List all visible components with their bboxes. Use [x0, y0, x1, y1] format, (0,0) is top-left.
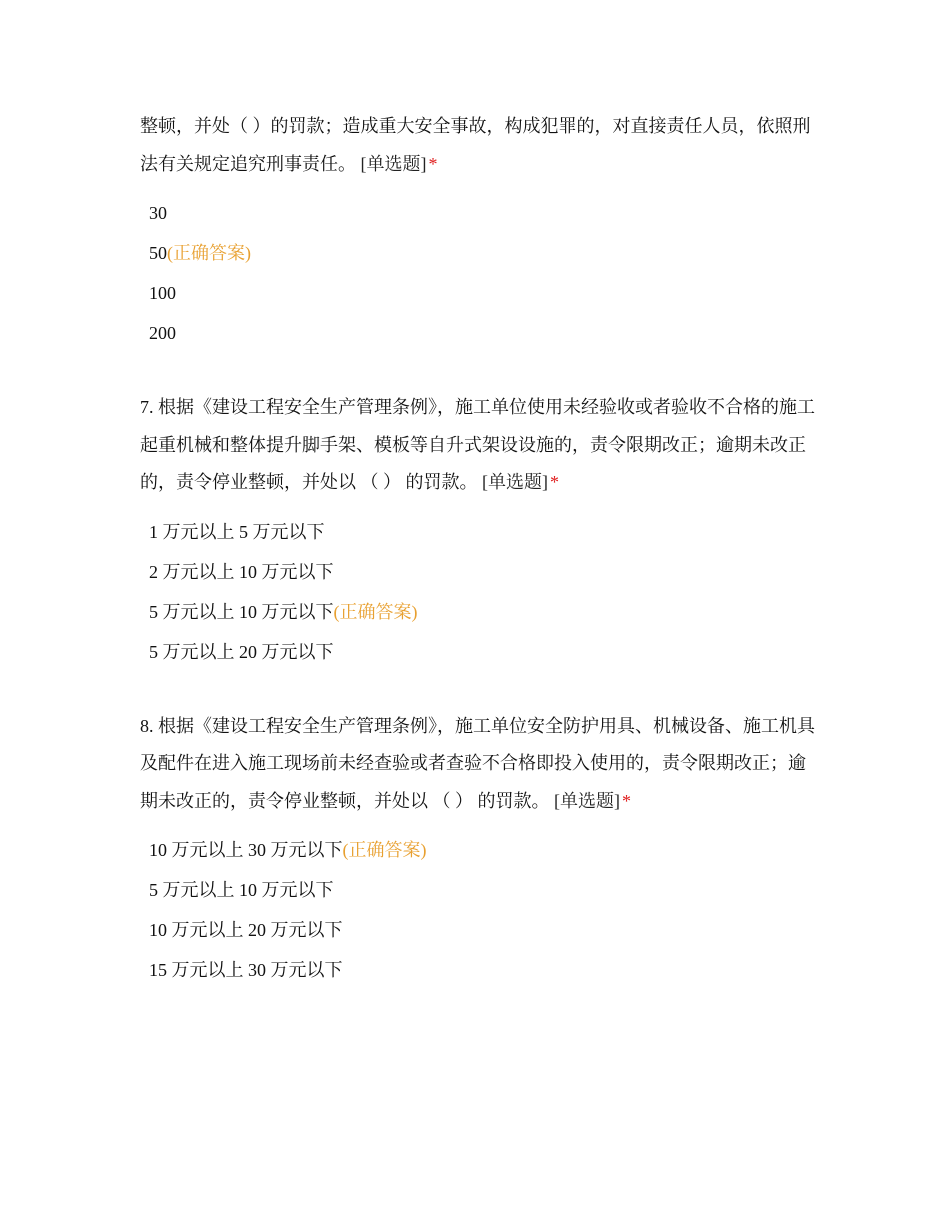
question-stem: 整顿，并处（ ）的罚款；造成重大安全事故，构成犯罪的，对直接责任人员，依照刑法有关规定追究刑事责任。	[140, 116, 811, 174]
question-type-tag: [单选题]	[554, 790, 620, 811]
option-item[interactable]	[149, 910, 820, 950]
option-text: 1 万元以上 5 万元以下	[149, 521, 325, 542]
required-mark: *	[428, 153, 438, 174]
option-text: 100	[149, 283, 176, 303]
question-text	[140, 389, 820, 502]
question-8	[140, 708, 820, 991]
option-text: 5 万元以上 20 万元以下	[149, 641, 334, 662]
question-text	[140, 708, 820, 821]
option-item[interactable]	[149, 313, 820, 353]
option-text: 10 万元以上 30 万元以下	[149, 840, 343, 860]
question-7	[140, 389, 820, 672]
option-text: 10 万元以上 20 万元以下	[149, 920, 343, 940]
option-text: 200	[149, 323, 176, 343]
option-item[interactable]	[149, 830, 820, 870]
option-item[interactable]	[149, 273, 820, 313]
option-item[interactable]	[149, 193, 820, 233]
option-item[interactable]	[149, 233, 820, 273]
option-item[interactable]	[149, 632, 820, 672]
document-page	[140, 108, 820, 990]
question-stem: 8. 根据《建设工程安全生产管理条例》，施工单位安全防护用具、机械设备、施工机具及配件在进入施工现场前未经查验或者查验不合格即投入使用的，责令限期改正；逾期未改正的，责令停业整顿，并处以 （ ） 的罚款。	[140, 715, 815, 811]
option-item[interactable]	[149, 592, 820, 632]
question-type-tag: [单选题]	[360, 153, 427, 174]
option-text: 30	[149, 203, 167, 223]
required-mark: *	[622, 790, 631, 811]
option-item[interactable]	[149, 950, 820, 990]
question-stem: 7. 根据《建设工程安全生产管理条例》，施工单位使用未经验收或者验收不合格的施工起重机械和整体提升脚手架、模板等自升式架设设施的，责令限期改正；逾期未改正的，责令停业整顿，并处以 （ ） 的罚款。	[140, 397, 815, 492]
option-text: 15 万元以上 30 万元以下	[149, 960, 343, 980]
option-text: 2 万元以上 10 万元以下	[149, 561, 334, 582]
option-item[interactable]	[149, 870, 820, 910]
option-item[interactable]	[149, 552, 820, 592]
required-mark: *	[550, 472, 559, 492]
option-item[interactable]	[149, 512, 820, 552]
option-list	[140, 830, 820, 990]
question-text	[140, 108, 820, 183]
correct-answer-label: (正确答案)	[333, 601, 418, 622]
option-list	[140, 512, 820, 672]
question-6	[140, 108, 820, 353]
correct-answer-label: (正确答案)	[167, 243, 251, 263]
option-list	[140, 193, 820, 353]
question-type-tag: [单选题]	[482, 472, 548, 492]
correct-answer-label: (正确答案)	[342, 840, 427, 860]
option-text: 50	[149, 243, 167, 263]
option-text: 5 万元以上 10 万元以下	[149, 880, 334, 900]
option-text: 5 万元以上 10 万元以下	[149, 601, 334, 622]
